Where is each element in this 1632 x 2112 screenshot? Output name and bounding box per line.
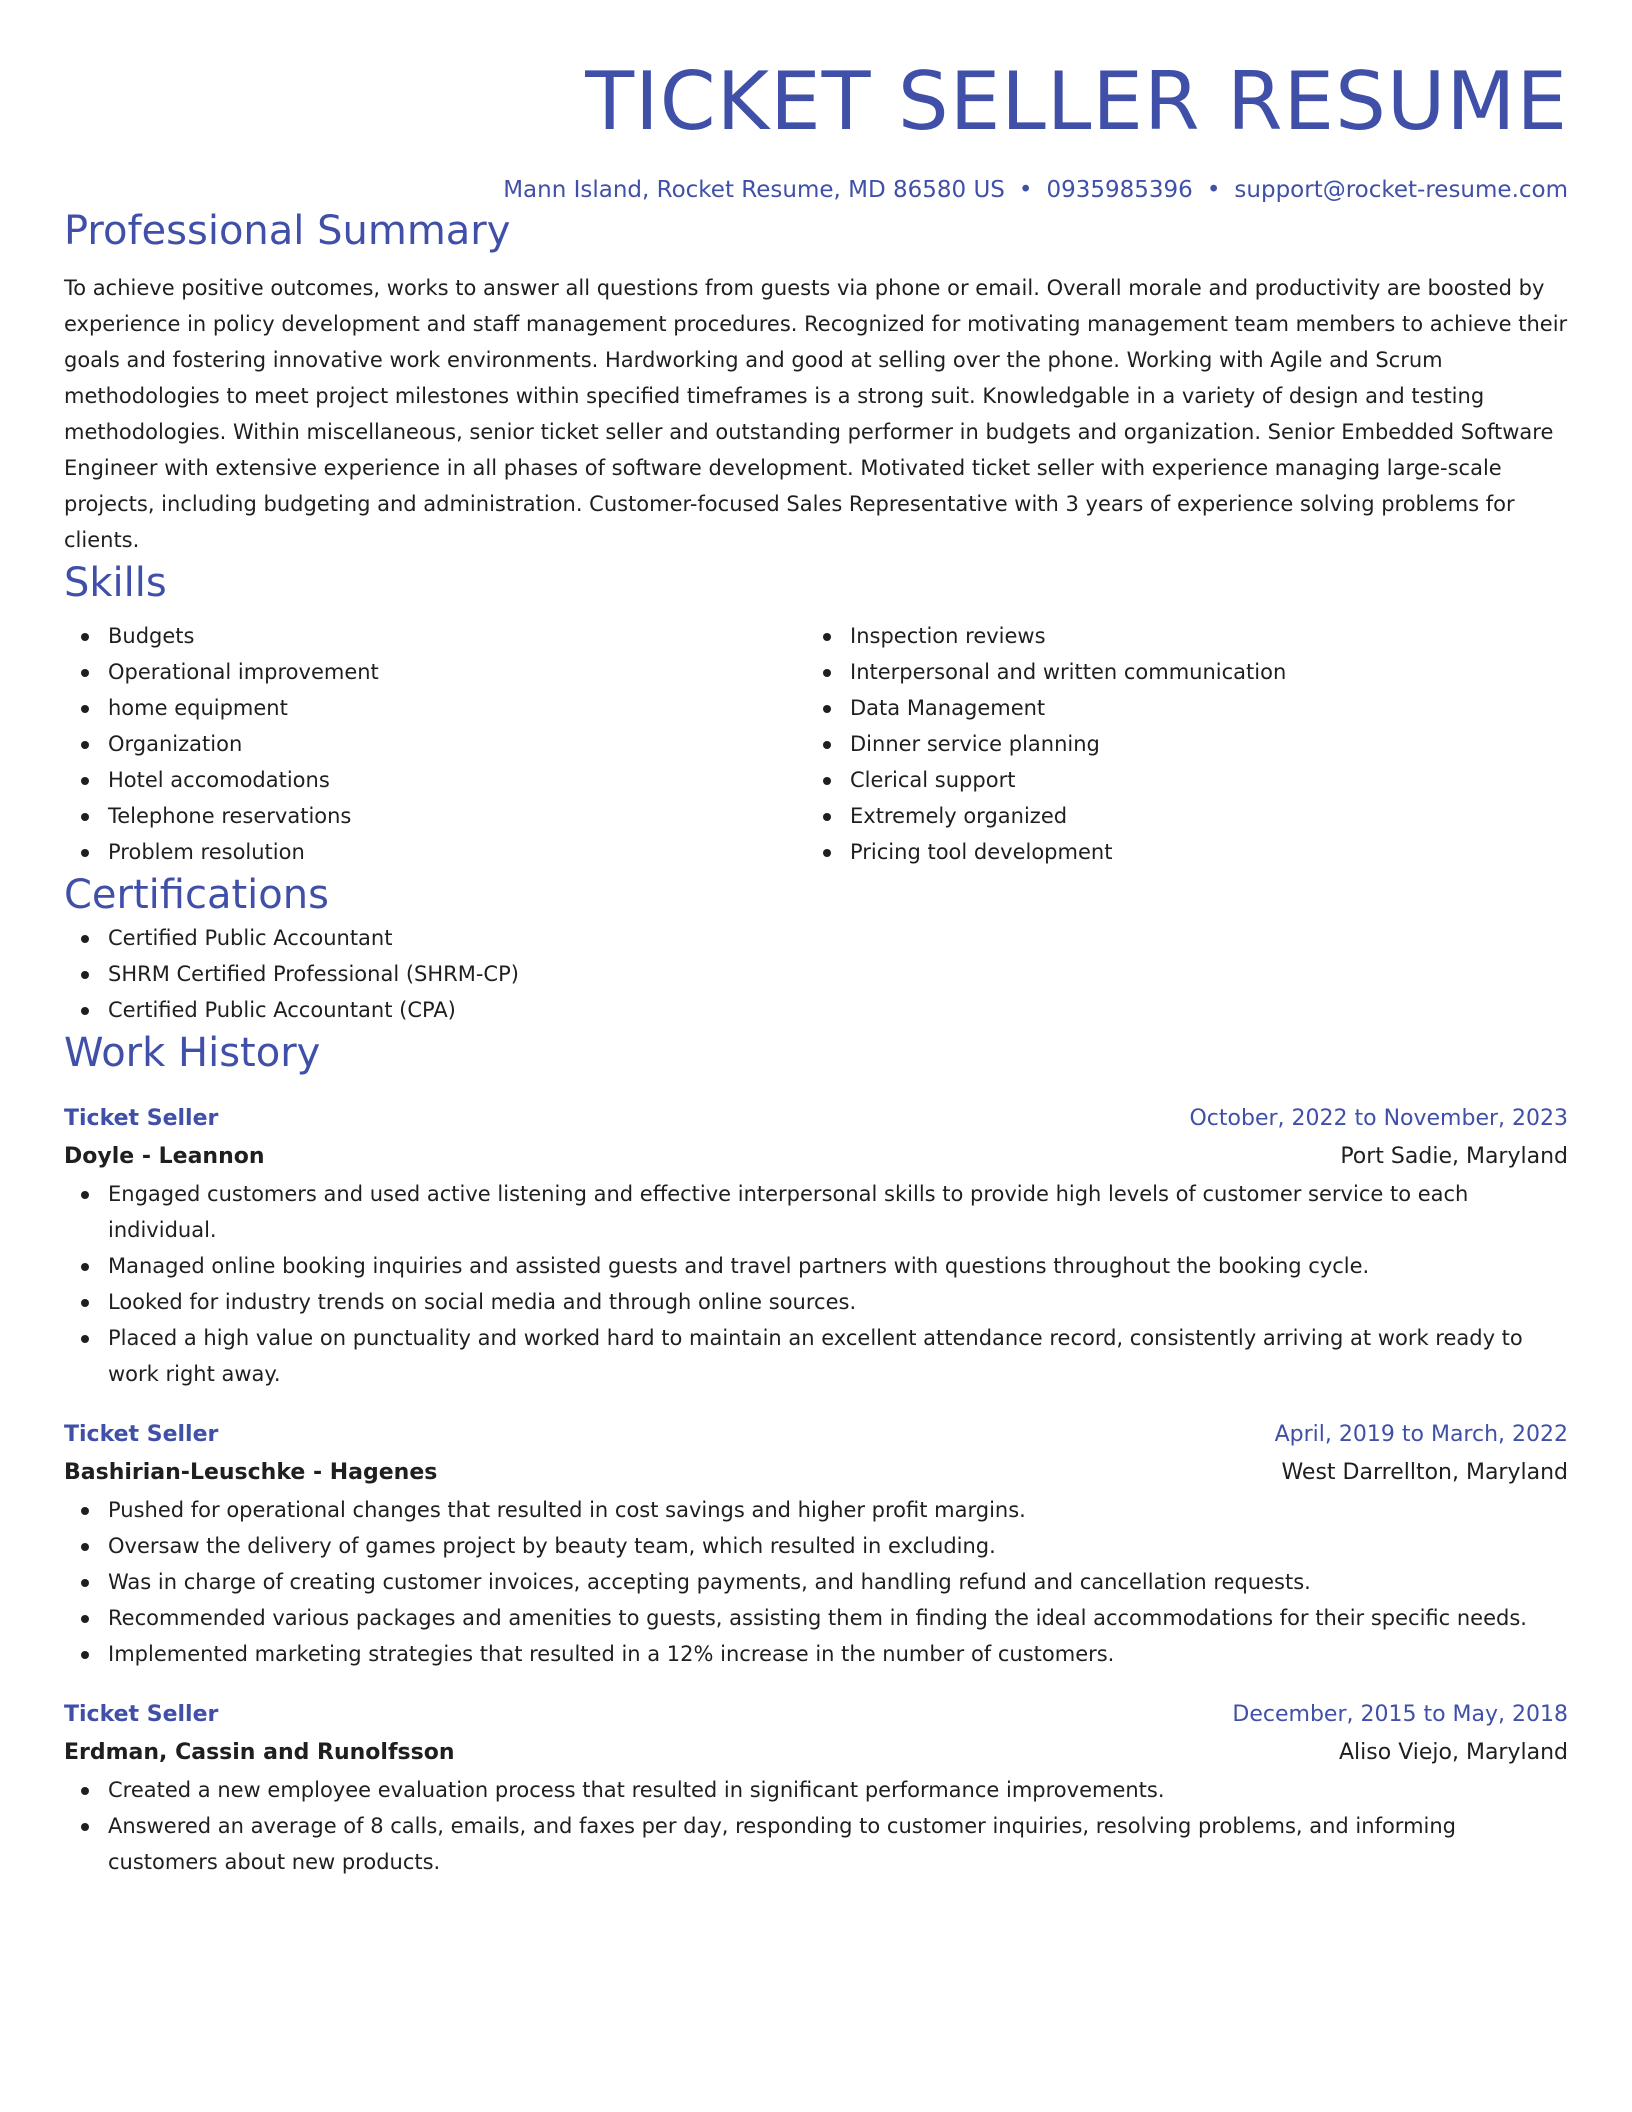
job-bullet: Was in charge of creating customer invoices, accepting payments, and handling refund and cancellation requests. xyxy=(64,1564,1568,1600)
job-responsibilities xyxy=(64,1492,1568,1672)
resume-page xyxy=(64,0,1568,1880)
contact-email: support@rocket-resume.com xyxy=(1234,177,1568,203)
job-location: Port Sadie, Maryland xyxy=(1340,1144,1568,1169)
skills-list-right xyxy=(806,618,1548,870)
job-bullet: Managed online booking inquiries and assisted guests and travel partners with questions throughout the booking cycle. xyxy=(64,1248,1568,1284)
skill-item: Operational improvement xyxy=(64,654,806,690)
skill-item: Hotel accomodations xyxy=(64,762,806,798)
job-company: Erdman, Cassin and Runolfsson xyxy=(64,1740,455,1765)
skill-item: Organization xyxy=(64,726,806,762)
skills-column-left xyxy=(64,618,806,870)
job-bullet: Looked for industry trends on social media and through online sources. xyxy=(64,1284,1568,1320)
job-responsibilities xyxy=(64,1176,1568,1392)
skills-list-left xyxy=(64,618,806,870)
skill-item: Pricing tool development xyxy=(806,834,1548,870)
skill-item: Clerical support xyxy=(806,762,1548,798)
skill-item: Interpersonal and written communication xyxy=(806,654,1548,690)
job-bullet: Oversaw the delivery of games project by beauty team, which resulted in excluding. xyxy=(64,1528,1568,1564)
summary-heading: Professional Summary xyxy=(64,208,511,254)
job-location: West Darrellton, Maryland xyxy=(1281,1460,1568,1485)
contact-address: Mann Island, Rocket Resume, MD 86580 US xyxy=(503,177,1005,203)
skill-item: home equipment xyxy=(64,690,806,726)
job-bullet: Implemented marketing strategies that resulted in a 12% increase in the number of customers. xyxy=(64,1636,1568,1672)
skill-item: Data Management xyxy=(806,690,1548,726)
job-responsibilities xyxy=(64,1772,1568,1880)
certification-item: Certified Public Accountant xyxy=(64,920,1568,956)
certification-item: SHRM Certified Professional (SHRM-CP) xyxy=(64,956,1568,992)
skills-column-right xyxy=(806,618,1548,870)
contact-line xyxy=(64,174,1568,206)
certification-item: Certified Public Accountant (CPA) xyxy=(64,992,1568,1028)
skill-item: Budgets xyxy=(64,618,806,654)
skill-item: Inspection reviews xyxy=(806,618,1548,654)
job-company-row xyxy=(64,1454,1568,1492)
contact-separator: • xyxy=(1018,177,1033,203)
resume-title: TICKET SELLER RESUME xyxy=(585,55,1568,148)
job-title: Ticket Seller xyxy=(64,1702,219,1727)
job-entry xyxy=(64,1416,1568,1672)
job-dates: April, 2019 to March, 2022 xyxy=(1274,1422,1568,1447)
certifications-heading: Certifications xyxy=(64,872,329,918)
work-history-list xyxy=(64,1100,1568,1880)
contact-separator: • xyxy=(1206,177,1221,203)
job-dates: October, 2022 to November, 2023 xyxy=(1189,1106,1568,1131)
job-bullet: Placed a high value on punctuality and worked hard to maintain an excellent attendance record, consistently arriving at work ready to work right away. xyxy=(64,1320,1568,1392)
job-bullet: Engaged customers and used active listening and effective interpersonal skills to provide high levels of customer service to each individual. xyxy=(64,1176,1568,1248)
job-bullet: Created a new employee evaluation process that resulted in significant performance improvements. xyxy=(64,1772,1568,1808)
skill-item: Problem resolution xyxy=(64,834,806,870)
job-company: Bashirian-Leuschke - Hagenes xyxy=(64,1460,438,1485)
job-company: Doyle - Leannon xyxy=(64,1144,265,1169)
job-title: Ticket Seller xyxy=(64,1106,219,1131)
job-header-row xyxy=(64,1100,1568,1138)
job-header-row xyxy=(64,1416,1568,1454)
summary-text: To achieve positive outcomes, works to answer all questions from guests via phone or email. Overall morale and productivity are boosted by experience in policy development and staff management procedures. Recognized for motivating management team members to achieve their goals and fostering innovative work environments. Hardworking and good at selling over the phone. Working with Agile and Scrum methodologies to meet project milestones within specified timeframes is a strong suit. Knowledgable in a variety of design and testing methodologies. Within miscellaneous, senior ticket seller and outstanding performer in budgets and organization. Senior Embedded Software Engineer with extensive experience in all phases of software development. Motivated ticket seller with experience managing large-scale projects, including budgeting and administration. Customer-focused Sales Representative with 3 years of experience solving problems for clients. xyxy=(64,276,1568,552)
skills-grid xyxy=(64,618,1568,870)
job-location: Aliso Viejo, Maryland xyxy=(1339,1740,1568,1765)
certifications-list xyxy=(64,920,1568,1028)
job-bullet: Recommended various packages and amenities to guests, assisting them in finding the ideal accommodations for their specific needs. xyxy=(64,1600,1568,1636)
job-title: Ticket Seller xyxy=(64,1422,219,1447)
job-entry xyxy=(64,1696,1568,1880)
skill-item: Telephone reservations xyxy=(64,798,806,834)
skills-heading: Skills xyxy=(64,560,167,606)
work-history-heading: Work History xyxy=(64,1030,321,1076)
job-bullet: Pushed for operational changes that resulted in cost savings and higher profit margins. xyxy=(64,1492,1568,1528)
job-company-row xyxy=(64,1734,1568,1772)
contact-phone: 0935985396 xyxy=(1046,177,1193,203)
job-header-row xyxy=(64,1696,1568,1734)
skill-item: Extremely organized xyxy=(806,798,1548,834)
skill-item: Dinner service planning xyxy=(806,726,1548,762)
job-entry xyxy=(64,1100,1568,1392)
job-bullet: Answered an average of 8 calls, emails, and faxes per day, responding to customer inquiries, resolving problems, and informing customers about new products. xyxy=(64,1808,1568,1880)
job-company-row xyxy=(64,1138,1568,1176)
job-dates: December, 2015 to May, 2018 xyxy=(1232,1702,1568,1727)
